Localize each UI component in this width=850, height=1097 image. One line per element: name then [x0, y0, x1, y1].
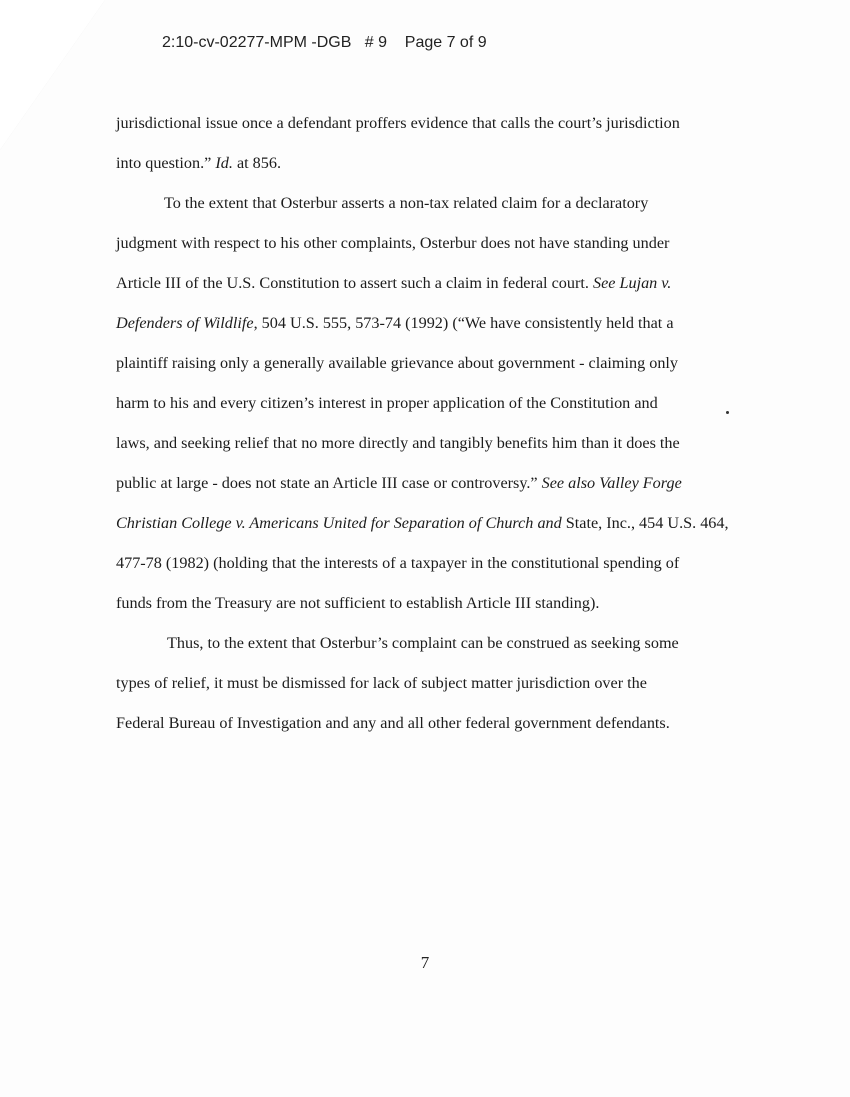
text-run: State, Inc., 454 U.S. 464,: [561, 514, 729, 532]
paragraph-1-line-1: jurisdictional issue once a defendant proffers evidence that calls the court’s jurisdiction: [116, 114, 680, 132]
case-number: 2:10-cv-02277-MPM -DGB: [162, 34, 352, 51]
citation-italic: Defenders of Wildlife: [116, 314, 254, 332]
paragraph-2-line-9: [116, 503, 756, 543]
paragraph-3-line-2: types of relief, it must be dismissed for lack of subject matter jurisdiction over the: [116, 674, 647, 692]
paragraph-2-line-4: [116, 303, 756, 343]
text-run: into question.”: [116, 154, 216, 172]
paragraph-2-line-8: [116, 463, 756, 503]
paragraph-2-line-11: funds from the Treasury are not sufficient to establish Article III standing).: [116, 594, 600, 612]
paragraph-1-line-2: [116, 143, 756, 183]
document-number: # 9: [364, 34, 387, 51]
paragraph-2-line-6: harm to his and every citizen’s interest in proper application of the Constitution and: [116, 394, 658, 412]
paragraph-3-line-1: Thus, to the extent that Osterbur’s complaint can be construed as seeking some: [167, 634, 679, 652]
citation-italic: See also Valley Forge: [541, 474, 682, 492]
page-number: 7: [420, 953, 430, 972]
paragraph-2-line-1: To the extent that Osterbur asserts a non-tax related claim for a declaratory: [164, 194, 649, 212]
ink-speck: [726, 411, 729, 414]
paragraph-2-line-2: judgment with respect to his other complaints, Osterbur does not have standing under: [116, 234, 670, 252]
folded-page-corner: [0, 0, 105, 150]
citation-italic: Christian College v. Americans United for Separation of Church and: [116, 514, 562, 532]
document-body: [116, 103, 756, 743]
text-run: public at large - does not state an Article III case or controversy.”: [116, 474, 542, 492]
paragraph-3-line-3: Federal Bureau of Investigation and any and all other federal government defendants.: [116, 714, 670, 732]
paragraph-2-line-10: 477-78 (1982) (holding that the interests of a taxpayer in the constitutional spending of: [116, 554, 680, 572]
paragraph-2-line-5: plaintiff raising only a generally available grievance about government - claiming only: [116, 354, 679, 372]
text-run: at 856.: [232, 154, 282, 172]
text-run: , 504 U.S. 555, 573-74 (1992) (“We have consistently held that a: [253, 314, 674, 332]
citation-italic: See Lujan v.: [592, 274, 672, 292]
case-header: [162, 34, 487, 52]
citation-italic: Id.: [215, 154, 233, 172]
paragraph-2-line-7: laws, and seeking relief that no more directly and tangibly benefits him than it does the: [116, 434, 680, 452]
text-run: Article III of the U.S. Constitution to assert such a claim in federal court.: [116, 274, 593, 292]
paragraph-2-line-3: [116, 263, 756, 303]
page-label: Page 7 of 9: [404, 34, 487, 51]
